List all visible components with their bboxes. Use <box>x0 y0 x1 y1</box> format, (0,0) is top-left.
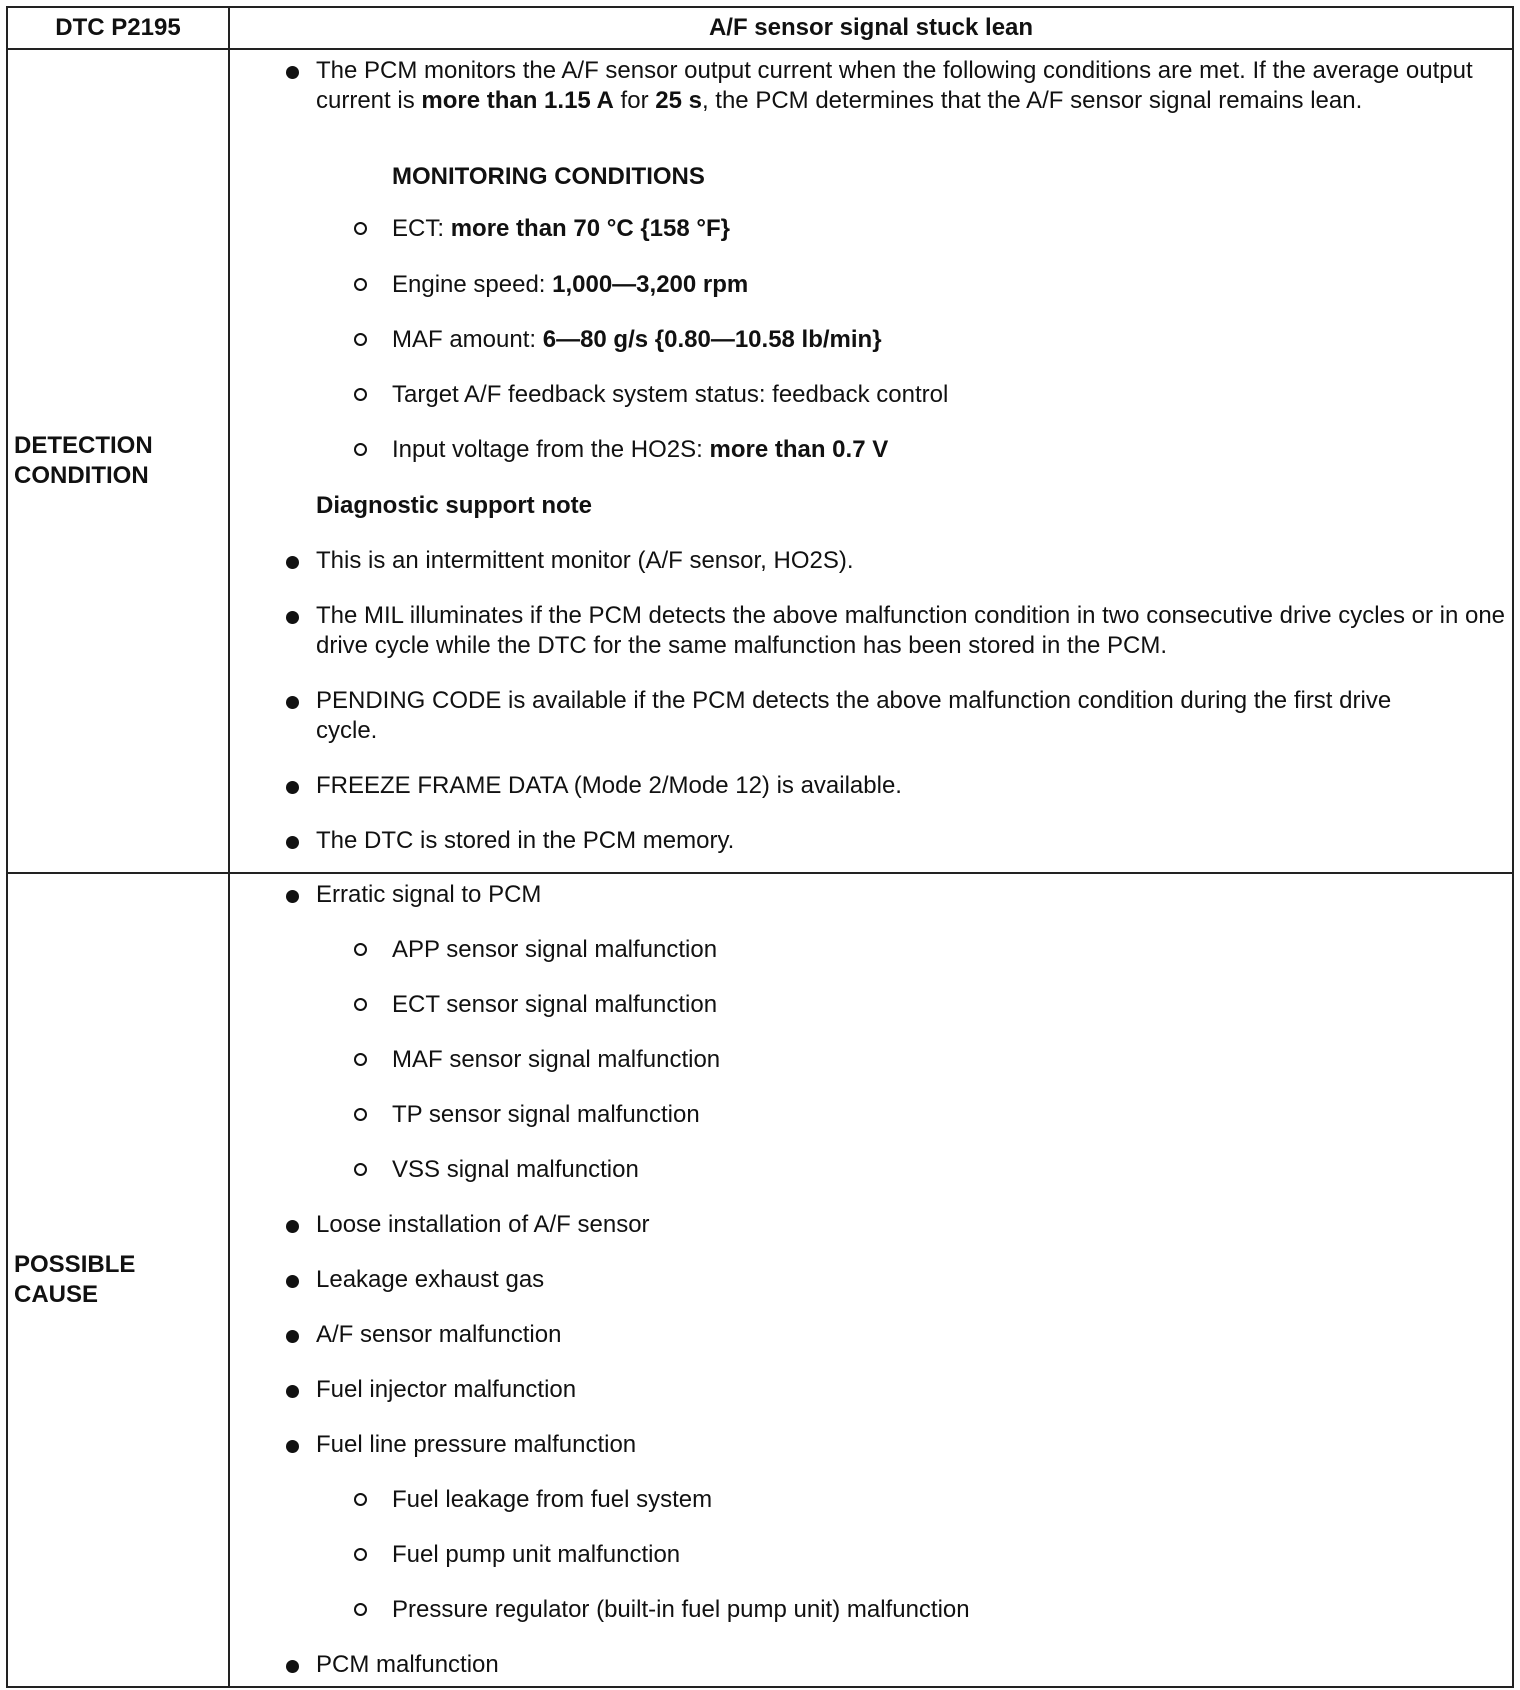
cause-content <box>229 873 1513 1687</box>
detection-label-line1: DETECTION <box>14 432 153 459</box>
circle-icon <box>354 1108 367 1121</box>
bullet-icon <box>286 890 299 903</box>
condition-item: ECT: more than 70 °C {158 °F} <box>392 215 730 242</box>
note-item: This is an intermittent monitor (A/F sensor, HO2S). <box>316 547 854 574</box>
detection-label-line2: CONDITION <box>14 462 149 489</box>
bullet-icon <box>286 1330 299 1343</box>
bullet-icon <box>286 611 299 624</box>
cause-item: Fuel line pressure malfunction <box>316 1431 637 1458</box>
condition-item: MAF amount: 6—80 g/s {0.80—10.58 lb/min} <box>392 326 882 353</box>
note-item: The MIL illuminates if the PCM detects the above malfunction condition in two consecutive drive cycles or in one drive cycle while the DTC for the same malfunction has been stored in the PCM. <box>316 602 1506 659</box>
cause-label-line1: POSSIBLE <box>14 1251 136 1278</box>
circle-icon <box>354 278 367 291</box>
header-row <box>7 7 1513 49</box>
dtc-code: DTC P2195 <box>7 7 229 49</box>
circle-icon <box>354 388 367 401</box>
circle-icon <box>354 1163 367 1176</box>
cause-item: A/F sensor malfunction <box>316 1321 562 1348</box>
cause-label-line2: CAUSE <box>14 1281 99 1308</box>
circle-icon <box>354 443 367 456</box>
condition-item: Engine speed: 1,000—3,200 rpm <box>392 271 749 298</box>
bullet-icon <box>286 781 299 794</box>
bullet-icon <box>286 696 299 709</box>
cause-item: Fuel injector malfunction <box>316 1376 577 1403</box>
circle-icon <box>354 943 367 956</box>
bullet-icon <box>286 556 299 569</box>
bullet-icon <box>286 1275 299 1288</box>
note-item: PENDING CODE is available if the PCM detects the above malfunction condition during the first drive cycle. <box>316 687 1392 744</box>
bullet-icon <box>286 1220 299 1233</box>
dtc-table <box>6 6 1514 1688</box>
detection-row <box>7 49 1513 873</box>
cause-row <box>7 873 1513 1687</box>
cause-subitem: Pressure regulator (built-in fuel pump unit) malfunction <box>392 1596 970 1623</box>
circle-icon <box>354 222 367 235</box>
bullet-icon <box>286 66 299 79</box>
cause-item: Leakage exhaust gas <box>316 1266 545 1293</box>
detection-label <box>7 49 229 873</box>
circle-icon <box>354 1493 367 1506</box>
note-item: FREEZE FRAME DATA (Mode 2/Mode 12) is available. <box>316 772 902 799</box>
condition-item: Target A/F feedback system status: feedback control <box>392 381 949 408</box>
cause-subitem: ECT sensor signal malfunction <box>392 991 718 1018</box>
condition-item: Input voltage from the HO2S: more than 0.7 V <box>392 436 889 463</box>
bullet-icon <box>286 1440 299 1453</box>
note-item: The DTC is stored in the PCM memory. <box>316 827 735 854</box>
cause-item: Loose installation of A/F sensor <box>316 1211 650 1238</box>
circle-icon <box>354 333 367 346</box>
bullet-icon <box>286 836 299 849</box>
circle-icon <box>354 1548 367 1561</box>
bullet-icon <box>286 1660 299 1673</box>
monitoring-heading: MONITORING CONDITIONS <box>392 163 705 190</box>
cause-item: PCM malfunction <box>316 1651 499 1678</box>
cause-subitem: MAF sensor signal malfunction <box>392 1046 721 1073</box>
circle-icon <box>354 1603 367 1616</box>
cause-subitem: Fuel pump unit malfunction <box>392 1541 681 1568</box>
cause-subitem: Fuel leakage from fuel system <box>392 1486 713 1513</box>
cause-subitem: VSS signal malfunction <box>392 1156 639 1183</box>
support-heading: Diagnostic support note <box>316 492 592 519</box>
detection-content <box>229 49 1513 873</box>
detection-intro: The PCM monitors the A/F sensor output current when the following conditions are met. If the average output current is more than 1.15 A for 25 s, the PCM determines that the A/F sensor signal remains lean. <box>316 57 1473 114</box>
circle-icon <box>354 1053 367 1066</box>
cause-item: Erratic signal to PCM <box>316 881 542 908</box>
circle-icon <box>354 998 367 1011</box>
cause-subitem: TP sensor signal malfunction <box>392 1101 700 1128</box>
cause-subitem: APP sensor signal malfunction <box>392 936 718 963</box>
dtc-title: A/F sensor signal stuck lean <box>229 7 1513 49</box>
cause-label <box>7 873 229 1687</box>
bullet-icon <box>286 1385 299 1398</box>
